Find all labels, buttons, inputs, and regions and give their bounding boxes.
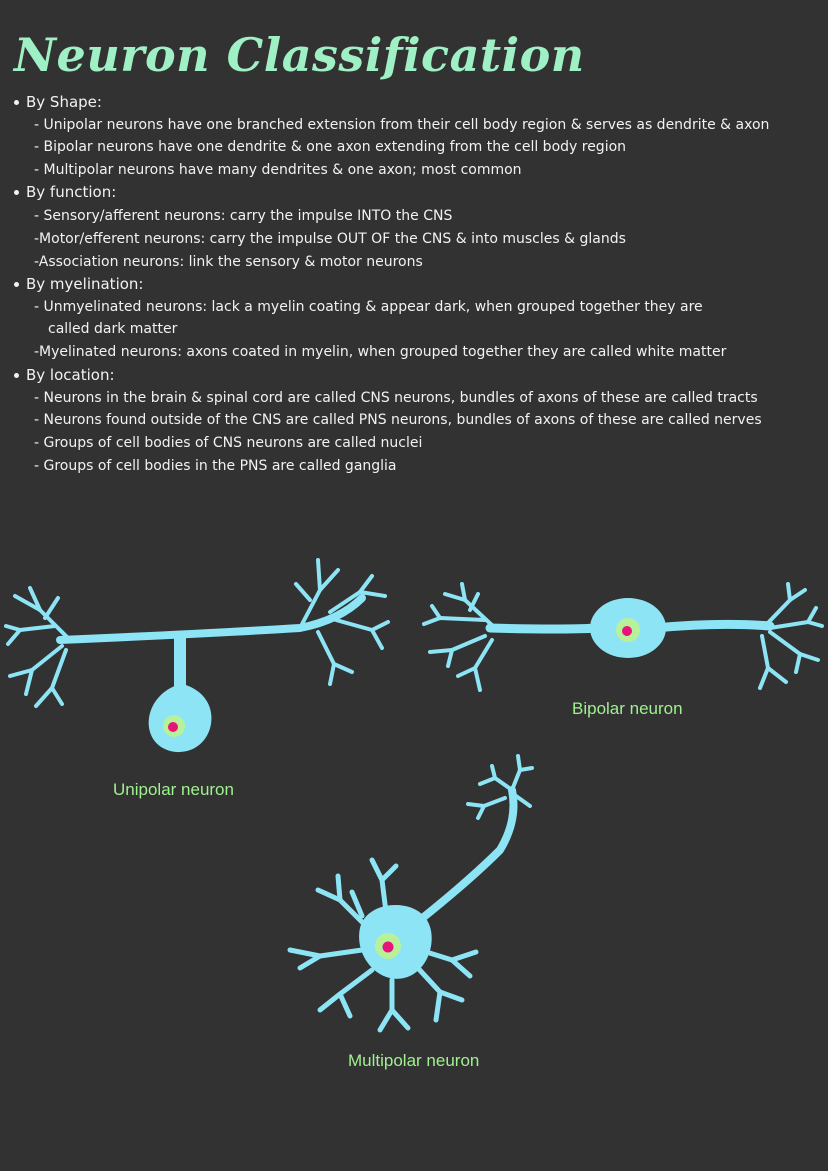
page-title: Neuron Classification — [14, 28, 585, 82]
location-item-1: - Neurons in the brain & spinal cord are called CNS neurons, bundles of axons of these are called tracts — [34, 390, 758, 406]
caption-multipolar: Multipolar neuron — [348, 1051, 480, 1070]
myelination-item-1: - Unmyelinated neurons: lack a myelin coating & appear dark, when grouped together they are — [34, 299, 703, 315]
location-item-2: - Neurons found outside of the CNS are called PNS neurons, bundles of axons of these are called nerves — [34, 412, 762, 428]
multipolar-neuron-drawing — [290, 756, 532, 1030]
shape-item-2: - Bipolar neurons have one dendrite & one axon extending from the cell body region — [34, 139, 627, 155]
function-item-3: -Association neurons: link the sensory & motor neurons — [34, 254, 423, 270]
caption-unipolar: Unipolar neuron — [113, 780, 234, 799]
heading-function: By function: — [26, 183, 117, 201]
heading-shape: By Shape: — [26, 93, 102, 111]
location-item-4: - Groups of cell bodies in the PNS are called ganglia — [34, 458, 397, 474]
unipolar-nucleolus — [168, 722, 178, 732]
bipolar-nucleolus — [622, 626, 632, 636]
function-item-1: - Sensory/afferent neurons: carry the impulse INTO the CNS — [34, 208, 453, 224]
shape-item-1: - Unipolar neurons have one branched extension from their cell body region & serves as dendrite & axon — [34, 117, 770, 133]
shape-item-3: - Multipolar neurons have many dendrites & one axon; most common — [34, 162, 522, 178]
function-item-2: -Motor/efferent neurons: carry the impulse OUT OF the CNS & into muscles & glands — [34, 231, 626, 247]
myelination-item-2: -Myelinated neurons: axons coated in myelin, when grouped together they are called white matter — [34, 344, 727, 360]
heading-myelination: By myelination: — [26, 275, 144, 293]
heading-location: By location: — [26, 366, 115, 384]
myelination-item-1-cont: called dark matter — [48, 321, 178, 337]
caption-bipolar: Bipolar neuron — [572, 699, 683, 718]
location-item-3: - Groups of cell bodies of CNS neurons are called nuclei — [34, 435, 423, 451]
multipolar-nucleolus — [383, 942, 394, 953]
unipolar-neuron-drawing — [6, 560, 388, 706]
